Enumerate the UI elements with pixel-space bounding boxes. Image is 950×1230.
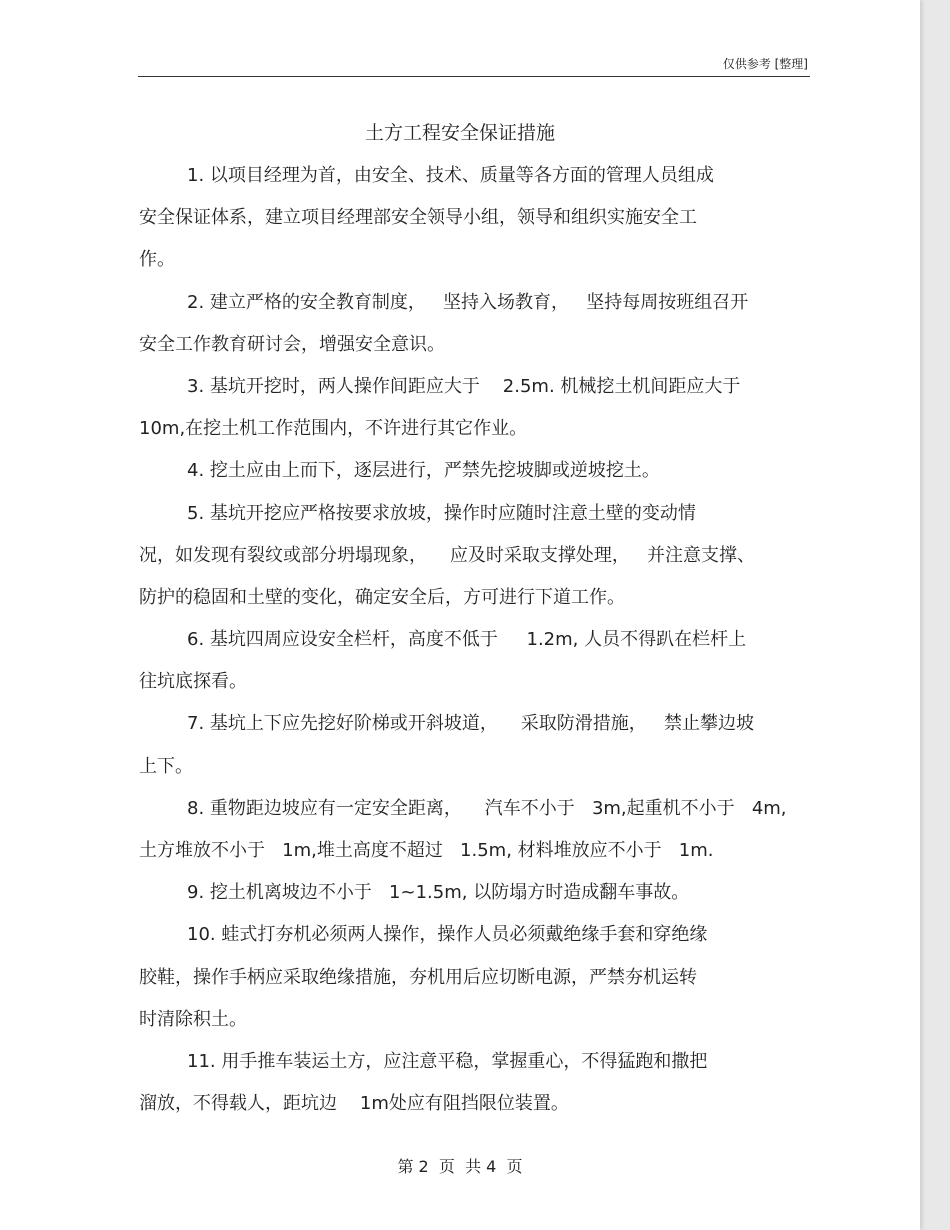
body-line: 防护的稳固和土壁的变化，确定安全后，方可进行下道工作。 [139, 586, 625, 608]
body-line: 8. 重物距边坡应有一定安全距离， 汽车不小于 3m,起重机不小于 4m, [187, 797, 787, 819]
header-divider [138, 76, 810, 77]
body-line: 5. 基坑开挖应严格按要求放坡，操作时应随时注意土壁的变动情 [187, 502, 696, 524]
body-line: 3. 基坑开挖时，两人操作间距应大于 2.5m. 机械挖土机间距应大于 [187, 375, 741, 397]
body-line: 胶鞋，操作手柄应采取绝缘措施，夯机用后应切断电源，严禁夯机运转 [139, 966, 697, 988]
body-line: 9. 挖土机离坡边不小于 1~1.5m, 以防塌方时造成翻车事故。 [187, 882, 690, 904]
body-line: 安全保证体系，建立项目经理部安全领导小组，领导和组织实施安全工 [139, 207, 697, 229]
body-line: 11. 用手推车装运土方，应注意平稳，掌握重心，不得猛跑和撒把 [187, 1050, 708, 1072]
document-body [139, 155, 829, 1125]
body-line: 溜放，不得载人，距坑边 1m处应有阻挡限位装置。 [139, 1093, 569, 1115]
document-title: 土方工程安全保证措施 [364, 122, 555, 144]
body-line: 10. 蛙式打夯机必须两人操作，操作人员必须戴绝缘手套和穿绝缘 [187, 924, 708, 946]
body-line: 安全工作教育研讨会，增强安全意识。 [139, 333, 445, 355]
body-line: 上下。 [139, 755, 193, 777]
body-line: 土方堆放不小于 1m,堆土高度不超过 1.5m, 材料堆放应不小于 1m. [139, 840, 714, 861]
body-line: 作。 [139, 249, 175, 271]
header-note: 仅供参考 [整理] [722, 57, 808, 71]
body-line: 时清除积土。 [139, 1008, 247, 1030]
page-number-footer: 第 2 页 共 4 页 [397, 1157, 523, 1176]
body-line: 2. 建立严格的安全教育制度， 坚持入场教育， 坚持每周按班组召开 [187, 291, 749, 313]
body-line: 1. 以项目经理为首，由安全、技术、质量等各方面的管理人员组成 [187, 165, 714, 186]
body-line: 10m,在挖土机工作范围内，不许进行其它作业。 [139, 418, 528, 440]
body-line: 况，如发现有裂纹或部分坍塌现象， 应及时采取支撑处理， 并注意支撑、 [139, 544, 756, 566]
body-line: 4. 挖土应由上而下，逐层进行，严禁先挖坡脚或逆坡挖土。 [187, 460, 660, 482]
body-line: 7. 基坑上下应先挖好阶梯或开斜坡道， 采取防滑措施， 禁止攀边坡 [187, 713, 754, 735]
body-line: 6. 基坑四周应设安全栏杆，高度不低于 1.2m, 人员不得趴在栏杆上 [187, 629, 747, 651]
body-line: 往坑底探看。 [139, 671, 247, 693]
